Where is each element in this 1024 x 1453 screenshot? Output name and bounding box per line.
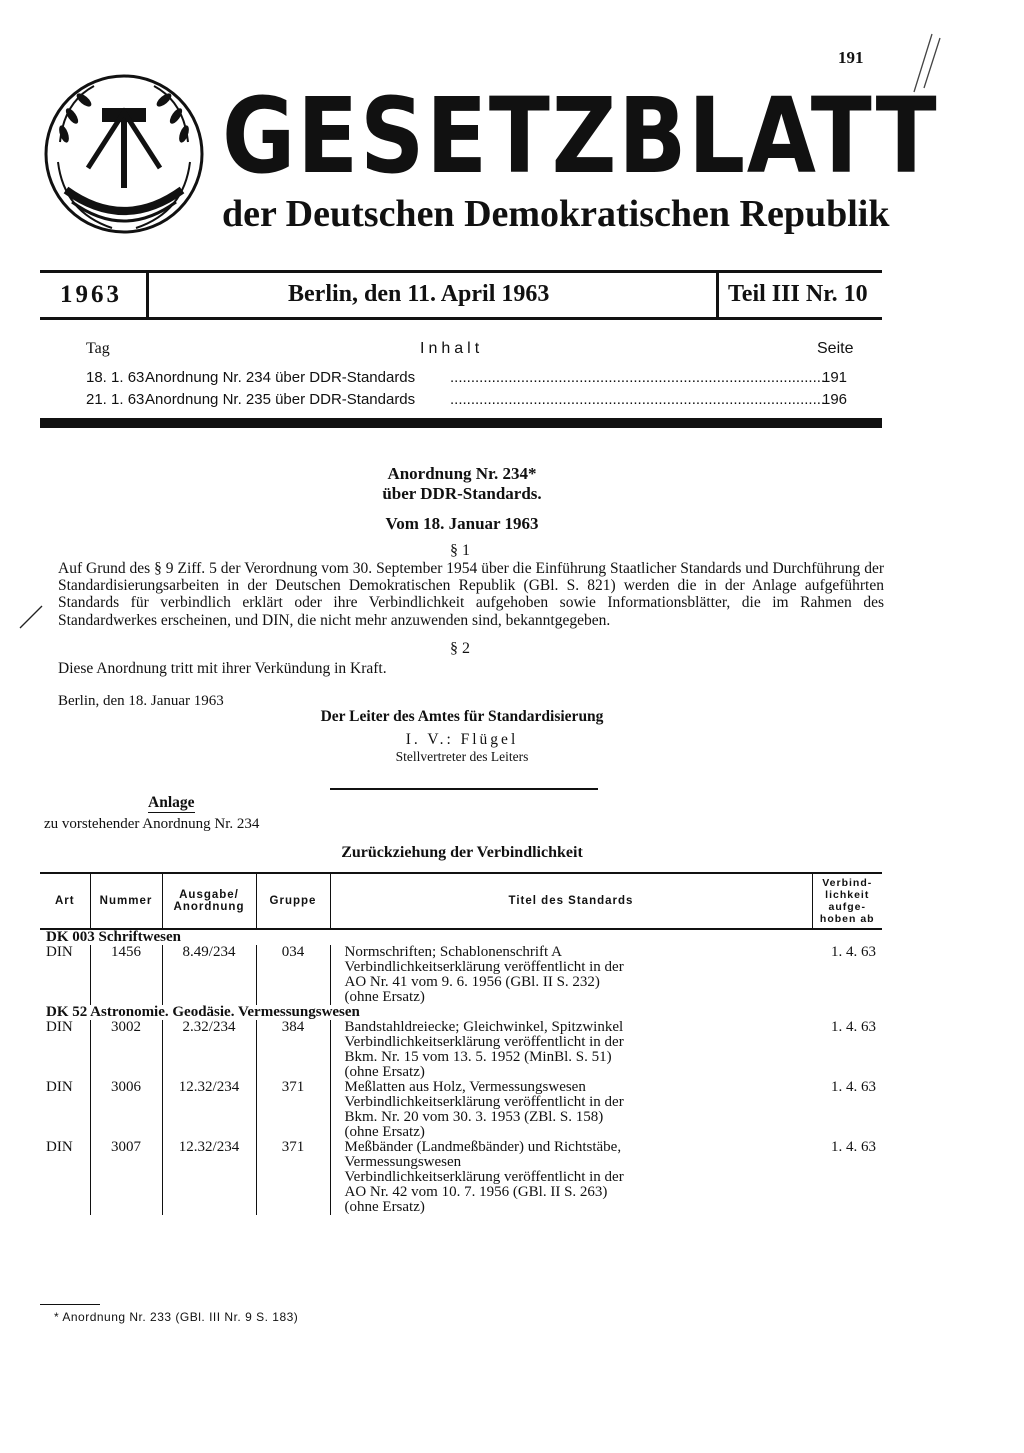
annex-heading: Zurückziehung der Verbindlichkeit — [341, 844, 583, 861]
cell-ausgabe: 12.32/234 — [162, 1080, 256, 1140]
signer-role: Stellvertreter des Leiters — [395, 749, 529, 764]
cell-ausgabe: 12.32/234 — [162, 1140, 256, 1215]
cell-aufgehoben: 1. 4. 63 — [831, 1019, 876, 1035]
titel-line: (ohne Ersatz) — [344, 1124, 425, 1140]
section-1-text: Auf Grund des § 9 Ziff. 5 der Verordnung vom 30. September 1954 über die Einführung Staatlicher Standards und Durchführung der Standardisierungsarbeiten in der Deutschen Demokratischen Republik (GBl. S. 821) werden die in der Anlage aufgeführten Standards für verbindlich erklärt oder ihre Verbindlichkeit aufgehoben sowie Informationsblätter, die im Rahmen des Standardwerkes erscheinen, und DIN, die nicht mehr anzuwenden sind, bekanntgegeben. — [58, 560, 884, 629]
table-row — [40, 1080, 882, 1140]
table-row — [40, 1020, 882, 1080]
cell-titel — [330, 945, 812, 1005]
titel-line: Verbindlichkeitserklärung veröffentlicht in der — [344, 1034, 624, 1050]
cell-nummer: 3006 — [90, 1080, 162, 1140]
masthead-subtitle: der Deutschen Demokratischen Republik — [222, 193, 890, 235]
cell-ausgabe: 8.49/234 — [162, 945, 256, 1005]
table-row — [40, 1140, 882, 1215]
toc-heading-day: Tag — [86, 340, 110, 357]
cell-art: DIN — [46, 1019, 73, 1035]
table-section-row — [40, 929, 882, 945]
cell-titel — [330, 1140, 812, 1215]
column-header-nummer: Nummer — [90, 873, 162, 929]
footnote-rule — [40, 1304, 100, 1305]
signature-place-date: Berlin, den 18. Januar 1963 — [58, 693, 224, 709]
page-number: 191 — [838, 48, 864, 67]
section-1-mark: § 1 — [450, 542, 470, 559]
toc-entry-date: 18. 1. 63 — [86, 369, 145, 386]
titel-line: Bkm. Nr. 20 vom 30. 3. 1953 (ZBl. S. 158) — [344, 1109, 604, 1125]
issue-year: 1963 — [60, 281, 122, 308]
titel-line: Verbindlichkeitserklärung veröffentlicht in der — [344, 1169, 624, 1185]
issue-bar-bottom-rule — [40, 317, 882, 320]
table-header-row — [40, 873, 882, 929]
annex-label: Anlage — [148, 794, 195, 811]
toc-entry-date: 21. 1. 63 — [86, 391, 145, 408]
titel-line: (ohne Ersatz) — [344, 1064, 425, 1080]
footnote: * Anordnung Nr. 233 (GBl. III Nr. 9 S. 183) — [54, 1310, 299, 1324]
titel-line: Vermessungswesen — [344, 1154, 462, 1170]
cell-titel — [330, 1080, 812, 1140]
column-header-aufgehoben: Verbind- lichkeit aufge- hoben ab — [812, 873, 882, 929]
column-header-art: Art — [40, 873, 90, 929]
cell-nummer: 1456 — [90, 945, 162, 1005]
table-section-row — [40, 1005, 882, 1020]
cell-gruppe: 371 — [256, 1080, 330, 1140]
toc-heading-page: Seite — [817, 340, 854, 357]
column-header-gruppe: Gruppe — [256, 873, 330, 929]
cell-art: DIN — [46, 1079, 73, 1095]
titel-line: (ohne Ersatz) — [344, 989, 425, 1005]
cell-gruppe: 034 — [256, 945, 330, 1005]
toc-leader-dots: .......................................................................................... — [450, 391, 826, 408]
cell-aufgehoben: 1. 4. 63 — [831, 1139, 876, 1155]
signature-separator-rule — [330, 788, 598, 790]
annex-reference: zu vorstehender Anordnung Nr. 234 — [44, 816, 260, 832]
titel-line: AO Nr. 42 vom 10. 7. 1956 (GBl. II S. 263) — [344, 1184, 608, 1200]
issue-bar-divider — [146, 273, 149, 317]
section-heading: DK 003 Schriftwesen — [46, 929, 181, 945]
toc-entry-page: 191 — [822, 369, 848, 386]
ordinance-subject: über DDR-Standards. — [382, 484, 542, 503]
signer-name: I. V.: Flügel — [405, 731, 519, 748]
masthead-title: GESETZBLATT — [222, 75, 939, 197]
cell-art: DIN — [46, 944, 73, 960]
titel-line: Meßlatten aus Holz, Vermessungswesen — [344, 1079, 586, 1095]
column-header-ausgabe: Ausgabe/ Anordnung — [162, 873, 256, 929]
titel-line: (ohne Ersatz) — [344, 1199, 425, 1215]
titel-line: Verbindlichkeitserklärung veröffentlicht in der — [344, 959, 624, 975]
titel-line: AO Nr. 41 vom 9. 6. 1956 (GBl. II S. 232) — [344, 974, 600, 990]
titel-line: Verbindlichkeitserklärung veröffentlicht in der — [344, 1094, 624, 1110]
cell-titel — [330, 1020, 812, 1080]
issue-bar-top-rule — [40, 270, 882, 273]
cell-ausgabe: 2.32/234 — [162, 1020, 256, 1080]
issue-bar-divider — [716, 273, 719, 317]
signer-title: Der Leiter des Amtes für Standardisierung — [320, 708, 604, 725]
cell-art: DIN — [46, 1139, 73, 1155]
toc-entry-text: Anordnung Nr. 235 über DDR-Standards — [145, 391, 416, 408]
cell-nummer: 3007 — [90, 1140, 162, 1215]
cell-gruppe: 371 — [256, 1140, 330, 1215]
annex-table — [40, 872, 882, 1215]
cell-aufgehoben: 1. 4. 63 — [831, 1079, 876, 1095]
table-row — [40, 945, 882, 1005]
cell-aufgehoben: 1. 4. 63 — [831, 944, 876, 960]
section-heading: DK 52 Astronomie. Geodäsie. Vermessungswesen — [46, 1004, 360, 1020]
issue-part-number: Teil III Nr. 10 — [728, 281, 868, 307]
ordinance-date: Vom 18. Januar 1963 — [385, 514, 539, 533]
cell-gruppe: 384 — [256, 1020, 330, 1080]
cell-nummer: 3002 — [90, 1020, 162, 1080]
toc-leader-dots: .......................................................................................... — [450, 369, 826, 386]
toc-entry-text: Anordnung Nr. 234 über DDR-Standards — [145, 369, 416, 386]
titel-line: Bkm. Nr. 15 vom 13. 5. 1952 (MinBl. S. 51) — [344, 1049, 612, 1065]
ordinance-title: Anordnung Nr. 234* — [387, 464, 537, 483]
section-2-mark: § 2 — [450, 640, 470, 657]
toc-heading: Inhalt — [420, 340, 484, 357]
margin-pen-mark — [16, 602, 46, 632]
contents-heavy-rule — [40, 418, 882, 428]
state-emblem-icon — [42, 72, 206, 236]
issue-place-date: Berlin, den 11. April 1963 — [288, 281, 550, 307]
titel-line: Normschriften; Schablonenschrift A — [344, 944, 562, 960]
toc-entry-page: 196 — [822, 391, 848, 408]
column-header-titel: Titel des Standards — [330, 873, 812, 929]
section-2-text: Diese Anordnung tritt mit ihrer Verkündung in Kraft. — [58, 660, 387, 677]
titel-line: Meßbänder (Landmeßbänder) und Richtstäbe, — [344, 1139, 622, 1155]
titel-line: Bandstahldreiecke; Gleichwinkel, Spitzwinkel — [344, 1019, 624, 1035]
